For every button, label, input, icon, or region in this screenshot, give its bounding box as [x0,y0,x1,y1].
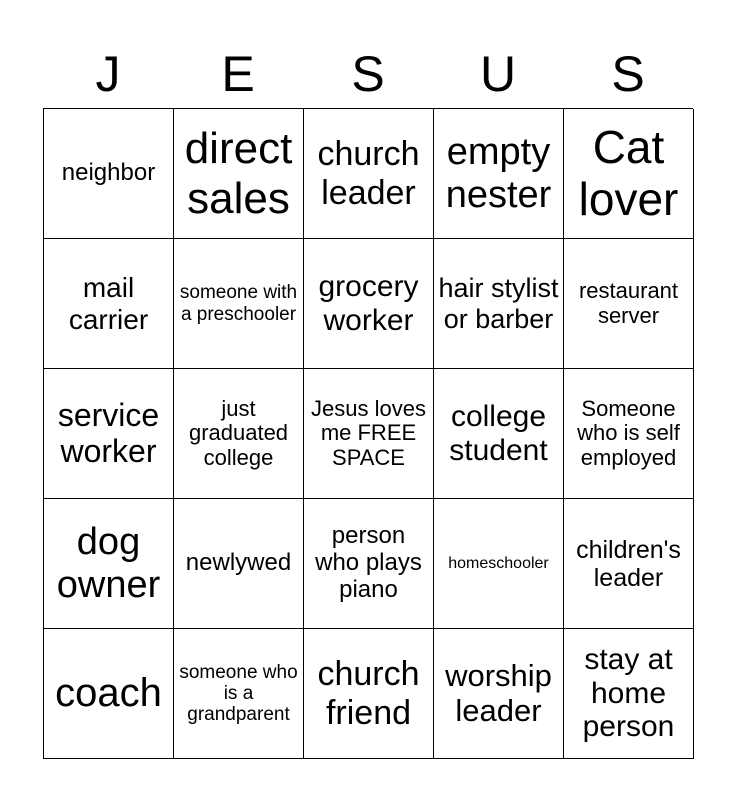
bingo-cell-label: just graduated college [188,395,289,470]
bingo-cell[interactable] [174,109,304,239]
header-letter: U [479,46,517,102]
bingo-cell[interactable] [434,499,564,629]
header-letter: J [95,46,121,102]
bingo-cell-label: grocery worker [318,269,419,337]
bingo-cell-label: hair stylist or barber [438,273,559,334]
bingo-cell[interactable] [44,239,174,369]
bingo-cell-label: worship leader [445,657,552,728]
bingo-cell-label: empty nester [445,130,552,216]
bingo-cell[interactable] [44,369,174,499]
bingo-cell[interactable] [434,369,564,499]
bingo-cell[interactable] [564,109,694,239]
bingo-cell-label: service worker [57,396,160,469]
bingo-cell[interactable] [44,109,174,239]
bingo-cell-label: college student [449,399,548,467]
bingo-cell-label: Someone who is self employed [577,395,680,470]
bingo-cell-label: person who plays piano [315,522,422,603]
header-letter: S [351,46,385,102]
bingo-cell[interactable] [44,499,174,629]
bingo-cell[interactable] [304,239,434,369]
bingo-board [43,40,693,759]
bingo-cell[interactable] [174,239,304,369]
header-letter: E [221,46,255,102]
bingo-cell-label: church friend [317,655,420,732]
bingo-cell-label: church leader [317,135,420,212]
bingo-cell[interactable] [44,629,174,759]
bingo-cell-label: someone with a preschooler [179,282,298,325]
bingo-cell-label: dog owner [56,520,161,606]
bingo-cell-label: newlywed [185,549,292,577]
bingo-cell[interactable] [304,499,434,629]
bingo-cell[interactable] [564,369,694,499]
bingo-cell[interactable] [434,109,564,239]
bingo-cell[interactable] [174,629,304,759]
bingo-cell[interactable] [304,629,434,759]
bingo-cell[interactable] [174,499,304,629]
bingo-cell-label: direct sales [184,124,293,223]
bingo-cell[interactable] [434,629,564,759]
bingo-cell[interactable] [564,629,694,759]
bingo-cell-label: Cat lover [578,120,679,225]
bingo-cell-label: restaurant server [578,277,679,328]
bingo-cell[interactable] [564,499,694,629]
bingo-cell-label: children's leader [576,535,681,592]
bingo-cell[interactable] [304,109,434,239]
bingo-cell[interactable] [174,369,304,499]
bingo-grid [43,108,693,759]
bingo-cell[interactable] [564,239,694,369]
bingo-cell[interactable] [434,239,564,369]
bingo-cell-label: neighbor [61,159,156,187]
bingo-cell[interactable] [304,369,434,499]
bingo-cell-label: stay at home person [582,643,675,744]
bingo-cell-label: someone who is a grandparent [179,661,298,726]
bingo-cell-label: Jesus loves me FREE SPACE [311,395,426,470]
bingo-cell-label: homeschooler [448,554,549,572]
bingo-cell-label: coach [55,671,162,716]
header-letter: S [611,46,645,102]
bingo-header [43,40,693,108]
bingo-cell-label: mail carrier [68,272,149,335]
